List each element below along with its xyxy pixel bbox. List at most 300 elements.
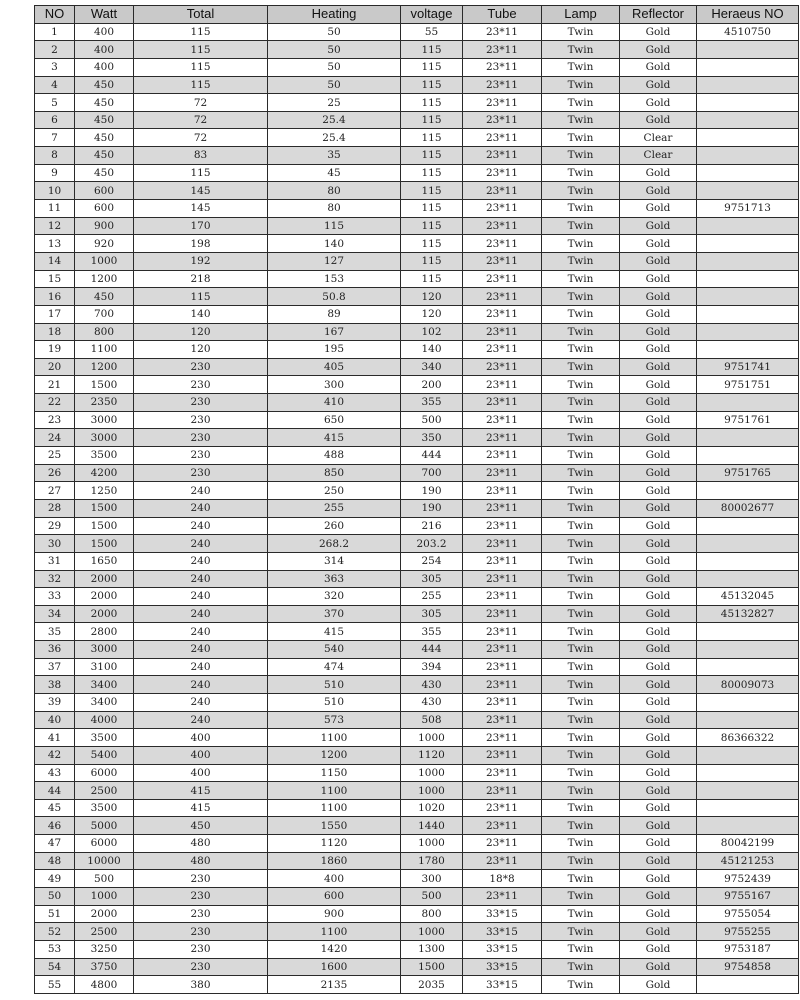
table-row xyxy=(35,76,799,94)
cell-tube: 23*11 xyxy=(463,570,542,588)
cell-tube: 23*11 xyxy=(463,729,542,747)
column-header-voltage: voltage xyxy=(401,6,463,24)
cell-watt: 600 xyxy=(75,182,134,200)
cell-no: 47 xyxy=(35,835,75,853)
cell-lamp: Twin xyxy=(542,835,620,853)
cell-voltage: 115 xyxy=(401,252,463,270)
cell-heraeus-no: 9752439 xyxy=(697,870,799,888)
cell-heating: 167 xyxy=(268,323,401,341)
cell-no: 2 xyxy=(35,41,75,59)
cell-no: 18 xyxy=(35,323,75,341)
cell-voltage: 115 xyxy=(401,164,463,182)
table-row xyxy=(35,799,799,817)
cell-lamp: Twin xyxy=(542,394,620,412)
cell-no: 52 xyxy=(35,923,75,941)
cell-lamp: Twin xyxy=(542,605,620,623)
cell-heating: 1120 xyxy=(268,835,401,853)
cell-heraeus-no xyxy=(697,129,799,147)
cell-reflector: Gold xyxy=(620,976,697,994)
cell-heating: 195 xyxy=(268,341,401,359)
cell-watt: 400 xyxy=(75,41,134,59)
cell-total: 140 xyxy=(134,305,268,323)
cell-total: 240 xyxy=(134,535,268,553)
cell-tube: 23*11 xyxy=(463,164,542,182)
cell-total: 230 xyxy=(134,905,268,923)
cell-lamp: Twin xyxy=(542,905,620,923)
cell-no: 25 xyxy=(35,447,75,465)
cell-tube: 33*15 xyxy=(463,923,542,941)
cell-lamp: Twin xyxy=(542,764,620,782)
cell-lamp: Twin xyxy=(542,252,620,270)
cell-heating: 488 xyxy=(268,447,401,465)
cell-heating: 25.4 xyxy=(268,111,401,129)
cell-lamp: Twin xyxy=(542,482,620,500)
cell-no: 14 xyxy=(35,252,75,270)
cell-no: 34 xyxy=(35,605,75,623)
table-row xyxy=(35,764,799,782)
cell-tube: 18*8 xyxy=(463,870,542,888)
cell-no: 53 xyxy=(35,940,75,958)
cell-heraeus-no xyxy=(697,217,799,235)
cell-tube: 23*11 xyxy=(463,658,542,676)
cell-no: 26 xyxy=(35,464,75,482)
cell-tube: 23*11 xyxy=(463,129,542,147)
cell-total: 230 xyxy=(134,376,268,394)
cell-watt: 700 xyxy=(75,305,134,323)
cell-no: 28 xyxy=(35,499,75,517)
cell-voltage: 800 xyxy=(401,905,463,923)
cell-voltage: 355 xyxy=(401,623,463,641)
cell-tube: 23*11 xyxy=(463,852,542,870)
table-row xyxy=(35,782,799,800)
cell-heraeus-no xyxy=(697,641,799,659)
cell-total: 240 xyxy=(134,552,268,570)
cell-lamp: Twin xyxy=(542,58,620,76)
table-row xyxy=(35,58,799,76)
cell-total: 480 xyxy=(134,835,268,853)
cell-tube: 33*15 xyxy=(463,976,542,994)
table-row xyxy=(35,570,799,588)
cell-lamp: Twin xyxy=(542,41,620,59)
cell-reflector: Gold xyxy=(620,923,697,941)
lamp-spec-table xyxy=(34,5,799,994)
table-row xyxy=(35,852,799,870)
cell-total: 240 xyxy=(134,658,268,676)
cell-heraeus-no: 80002677 xyxy=(697,499,799,517)
cell-no: 1 xyxy=(35,23,75,41)
cell-reflector: Gold xyxy=(620,341,697,359)
cell-lamp: Twin xyxy=(542,429,620,447)
cell-tube: 33*15 xyxy=(463,940,542,958)
cell-heating: 1100 xyxy=(268,799,401,817)
cell-total: 230 xyxy=(134,411,268,429)
cell-watt: 450 xyxy=(75,129,134,147)
cell-heating: 50.8 xyxy=(268,288,401,306)
cell-watt: 900 xyxy=(75,217,134,235)
cell-watt: 1200 xyxy=(75,358,134,376)
cell-heraeus-no xyxy=(697,235,799,253)
cell-voltage: 350 xyxy=(401,429,463,447)
cell-watt: 10000 xyxy=(75,852,134,870)
cell-tube: 23*11 xyxy=(463,499,542,517)
cell-voltage: 115 xyxy=(401,76,463,94)
cell-tube: 23*11 xyxy=(463,782,542,800)
cell-tube: 23*11 xyxy=(463,111,542,129)
cell-reflector: Gold xyxy=(620,517,697,535)
table-row xyxy=(35,905,799,923)
cell-heraeus-no xyxy=(697,147,799,165)
cell-voltage: 55 xyxy=(401,23,463,41)
cell-no: 50 xyxy=(35,888,75,906)
cell-heraeus-no xyxy=(697,182,799,200)
cell-watt: 450 xyxy=(75,288,134,306)
cell-total: 115 xyxy=(134,23,268,41)
cell-heraeus-no: 9755054 xyxy=(697,905,799,923)
cell-tube: 23*11 xyxy=(463,746,542,764)
cell-tube: 23*11 xyxy=(463,711,542,729)
cell-total: 120 xyxy=(134,323,268,341)
cell-heraeus-no: 9751751 xyxy=(697,376,799,394)
cell-heating: 474 xyxy=(268,658,401,676)
cell-tube: 23*11 xyxy=(463,341,542,359)
cell-lamp: Twin xyxy=(542,888,620,906)
cell-no: 4 xyxy=(35,76,75,94)
cell-watt: 3400 xyxy=(75,693,134,711)
cell-voltage: 1300 xyxy=(401,940,463,958)
table-row xyxy=(35,252,799,270)
cell-tube: 23*11 xyxy=(463,623,542,641)
cell-heating: 115 xyxy=(268,217,401,235)
cell-heraeus-no xyxy=(697,658,799,676)
cell-voltage: 255 xyxy=(401,588,463,606)
cell-heating: 300 xyxy=(268,376,401,394)
cell-heating: 260 xyxy=(268,517,401,535)
cell-lamp: Twin xyxy=(542,923,620,941)
cell-tube: 23*11 xyxy=(463,270,542,288)
cell-lamp: Twin xyxy=(542,270,620,288)
cell-total: 72 xyxy=(134,111,268,129)
cell-reflector: Gold xyxy=(620,58,697,76)
cell-voltage: 115 xyxy=(401,235,463,253)
cell-lamp: Twin xyxy=(542,799,620,817)
cell-voltage: 1500 xyxy=(401,958,463,976)
column-header-tube: Tube xyxy=(463,6,542,24)
cell-total: 145 xyxy=(134,200,268,218)
cell-heating: 127 xyxy=(268,252,401,270)
cell-heating: 370 xyxy=(268,605,401,623)
table-row xyxy=(35,270,799,288)
cell-lamp: Twin xyxy=(542,341,620,359)
cell-watt: 450 xyxy=(75,147,134,165)
cell-reflector: Clear xyxy=(620,129,697,147)
cell-lamp: Twin xyxy=(542,535,620,553)
table-row xyxy=(35,976,799,994)
cell-voltage: 430 xyxy=(401,676,463,694)
cell-total: 230 xyxy=(134,394,268,412)
cell-watt: 400 xyxy=(75,58,134,76)
cell-heraeus-no xyxy=(697,323,799,341)
cell-watt: 1500 xyxy=(75,535,134,553)
column-header-lamp: Lamp xyxy=(542,6,620,24)
cell-tube: 23*11 xyxy=(463,464,542,482)
cell-total: 145 xyxy=(134,182,268,200)
cell-total: 115 xyxy=(134,58,268,76)
cell-watt: 4800 xyxy=(75,976,134,994)
table-row xyxy=(35,358,799,376)
cell-lamp: Twin xyxy=(542,235,620,253)
cell-heating: 35 xyxy=(268,147,401,165)
cell-heating: 45 xyxy=(268,164,401,182)
table-row xyxy=(35,341,799,359)
cell-watt: 1200 xyxy=(75,270,134,288)
table-row xyxy=(35,940,799,958)
cell-reflector: Gold xyxy=(620,252,697,270)
table-row xyxy=(35,499,799,517)
cell-voltage: 1000 xyxy=(401,835,463,853)
cell-no: 21 xyxy=(35,376,75,394)
cell-watt: 3500 xyxy=(75,729,134,747)
cell-heating: 50 xyxy=(268,41,401,59)
cell-tube: 23*11 xyxy=(463,376,542,394)
cell-tube: 23*11 xyxy=(463,552,542,570)
column-header-heraeus-no: Heraeus NO xyxy=(697,6,799,24)
cell-total: 400 xyxy=(134,764,268,782)
cell-watt: 3750 xyxy=(75,958,134,976)
cell-tube: 23*11 xyxy=(463,323,542,341)
cell-lamp: Twin xyxy=(542,358,620,376)
cell-reflector: Gold xyxy=(620,888,697,906)
cell-voltage: 305 xyxy=(401,605,463,623)
cell-heating: 50 xyxy=(268,76,401,94)
cell-voltage: 1780 xyxy=(401,852,463,870)
cell-lamp: Twin xyxy=(542,200,620,218)
cell-lamp: Twin xyxy=(542,411,620,429)
cell-voltage: 355 xyxy=(401,394,463,412)
cell-no: 48 xyxy=(35,852,75,870)
cell-heating: 1100 xyxy=(268,729,401,747)
table-row xyxy=(35,888,799,906)
cell-watt: 2500 xyxy=(75,923,134,941)
cell-no: 23 xyxy=(35,411,75,429)
cell-heraeus-no: 80009073 xyxy=(697,676,799,694)
cell-voltage: 200 xyxy=(401,376,463,394)
cell-no: 51 xyxy=(35,905,75,923)
cell-no: 40 xyxy=(35,711,75,729)
cell-heating: 573 xyxy=(268,711,401,729)
cell-reflector: Gold xyxy=(620,852,697,870)
cell-heraeus-no xyxy=(697,252,799,270)
cell-lamp: Twin xyxy=(542,658,620,676)
cell-tube: 23*11 xyxy=(463,429,542,447)
cell-heraeus-no xyxy=(697,693,799,711)
cell-total: 240 xyxy=(134,693,268,711)
cell-total: 115 xyxy=(134,164,268,182)
cell-lamp: Twin xyxy=(542,164,620,182)
cell-reflector: Gold xyxy=(620,217,697,235)
cell-no: 32 xyxy=(35,570,75,588)
cell-reflector: Gold xyxy=(620,447,697,465)
cell-no: 10 xyxy=(35,182,75,200)
cell-total: 240 xyxy=(134,676,268,694)
cell-lamp: Twin xyxy=(542,817,620,835)
cell-total: 240 xyxy=(134,588,268,606)
cell-reflector: Gold xyxy=(620,358,697,376)
table-row xyxy=(35,605,799,623)
table-row xyxy=(35,235,799,253)
cell-reflector: Gold xyxy=(620,799,697,817)
cell-reflector: Gold xyxy=(620,164,697,182)
cell-watt: 3400 xyxy=(75,676,134,694)
cell-heraeus-no xyxy=(697,429,799,447)
cell-heating: 415 xyxy=(268,429,401,447)
cell-reflector: Gold xyxy=(620,782,697,800)
cell-watt: 5000 xyxy=(75,817,134,835)
cell-heraeus-no xyxy=(697,552,799,570)
cell-total: 230 xyxy=(134,447,268,465)
cell-heraeus-no xyxy=(697,817,799,835)
table-row xyxy=(35,658,799,676)
cell-reflector: Gold xyxy=(620,235,697,253)
cell-reflector: Gold xyxy=(620,905,697,923)
cell-heating: 1100 xyxy=(268,782,401,800)
cell-voltage: 1120 xyxy=(401,746,463,764)
cell-reflector: Gold xyxy=(620,182,697,200)
cell-reflector: Gold xyxy=(620,41,697,59)
cell-heraeus-no: 45132045 xyxy=(697,588,799,606)
cell-voltage: 305 xyxy=(401,570,463,588)
cell-reflector: Gold xyxy=(620,76,697,94)
cell-tube: 23*11 xyxy=(463,288,542,306)
cell-heating: 1600 xyxy=(268,958,401,976)
cell-total: 115 xyxy=(134,41,268,59)
cell-tube: 23*11 xyxy=(463,641,542,659)
cell-no: 3 xyxy=(35,58,75,76)
column-header-reflector: Reflector xyxy=(620,6,697,24)
column-header-watt: Watt xyxy=(75,6,134,24)
table-row xyxy=(35,376,799,394)
table-row xyxy=(35,323,799,341)
cell-watt: 600 xyxy=(75,200,134,218)
cell-heating: 50 xyxy=(268,23,401,41)
cell-no: 5 xyxy=(35,94,75,112)
cell-watt: 800 xyxy=(75,323,134,341)
cell-reflector: Gold xyxy=(620,623,697,641)
cell-lamp: Twin xyxy=(542,217,620,235)
cell-tube: 23*11 xyxy=(463,835,542,853)
cell-lamp: Twin xyxy=(542,870,620,888)
cell-heraeus-no xyxy=(697,164,799,182)
cell-watt: 5400 xyxy=(75,746,134,764)
cell-total: 230 xyxy=(134,923,268,941)
cell-tube: 23*11 xyxy=(463,76,542,94)
table-row xyxy=(35,870,799,888)
cell-tube: 23*11 xyxy=(463,200,542,218)
cell-voltage: 340 xyxy=(401,358,463,376)
cell-heating: 1420 xyxy=(268,940,401,958)
cell-watt: 3000 xyxy=(75,429,134,447)
cell-heraeus-no xyxy=(697,341,799,359)
cell-heating: 1860 xyxy=(268,852,401,870)
cell-tube: 23*11 xyxy=(463,94,542,112)
cell-voltage: 102 xyxy=(401,323,463,341)
cell-no: 42 xyxy=(35,746,75,764)
cell-heraeus-no: 45121253 xyxy=(697,852,799,870)
cell-no: 8 xyxy=(35,147,75,165)
cell-no: 17 xyxy=(35,305,75,323)
cell-heating: 153 xyxy=(268,270,401,288)
cell-watt: 500 xyxy=(75,870,134,888)
table-row xyxy=(35,711,799,729)
cell-tube: 23*11 xyxy=(463,888,542,906)
cell-tube: 23*11 xyxy=(463,41,542,59)
cell-voltage: 430 xyxy=(401,693,463,711)
cell-tube: 23*11 xyxy=(463,58,542,76)
table-row xyxy=(35,535,799,553)
cell-watt: 6000 xyxy=(75,764,134,782)
cell-watt: 450 xyxy=(75,76,134,94)
cell-reflector: Gold xyxy=(620,464,697,482)
cell-tube: 23*11 xyxy=(463,182,542,200)
cell-watt: 3500 xyxy=(75,447,134,465)
cell-voltage: 300 xyxy=(401,870,463,888)
cell-total: 230 xyxy=(134,888,268,906)
table-row xyxy=(35,693,799,711)
cell-tube: 33*15 xyxy=(463,905,542,923)
table-row xyxy=(35,288,799,306)
cell-lamp: Twin xyxy=(542,746,620,764)
cell-reflector: Gold xyxy=(620,658,697,676)
cell-heraeus-no: 9755255 xyxy=(697,923,799,941)
cell-reflector: Gold xyxy=(620,376,697,394)
cell-no: 43 xyxy=(35,764,75,782)
table-row xyxy=(35,164,799,182)
cell-tube: 23*11 xyxy=(463,817,542,835)
cell-voltage: 115 xyxy=(401,58,463,76)
table-row xyxy=(35,817,799,835)
cell-total: 72 xyxy=(134,129,268,147)
cell-no: 31 xyxy=(35,552,75,570)
cell-reflector: Gold xyxy=(620,817,697,835)
cell-heating: 268.2 xyxy=(268,535,401,553)
cell-tube: 23*11 xyxy=(463,147,542,165)
cell-no: 54 xyxy=(35,958,75,976)
table-row xyxy=(35,94,799,112)
cell-watt: 3500 xyxy=(75,799,134,817)
cell-voltage: 115 xyxy=(401,200,463,218)
cell-watt: 1650 xyxy=(75,552,134,570)
cell-reflector: Gold xyxy=(620,482,697,500)
cell-heating: 89 xyxy=(268,305,401,323)
cell-reflector: Gold xyxy=(620,605,697,623)
cell-heraeus-no xyxy=(697,111,799,129)
cell-total: 230 xyxy=(134,870,268,888)
cell-voltage: 444 xyxy=(401,641,463,659)
cell-tube: 23*11 xyxy=(463,693,542,711)
cell-watt: 3100 xyxy=(75,658,134,676)
cell-reflector: Gold xyxy=(620,711,697,729)
cell-watt: 1100 xyxy=(75,341,134,359)
cell-no: 9 xyxy=(35,164,75,182)
cell-voltage: 500 xyxy=(401,411,463,429)
cell-heraeus-no: 9753187 xyxy=(697,940,799,958)
cell-heraeus-no xyxy=(697,570,799,588)
cell-lamp: Twin xyxy=(542,111,620,129)
cell-no: 55 xyxy=(35,976,75,994)
cell-reflector: Gold xyxy=(620,411,697,429)
cell-no: 24 xyxy=(35,429,75,447)
cell-no: 33 xyxy=(35,588,75,606)
cell-heraeus-no xyxy=(697,764,799,782)
